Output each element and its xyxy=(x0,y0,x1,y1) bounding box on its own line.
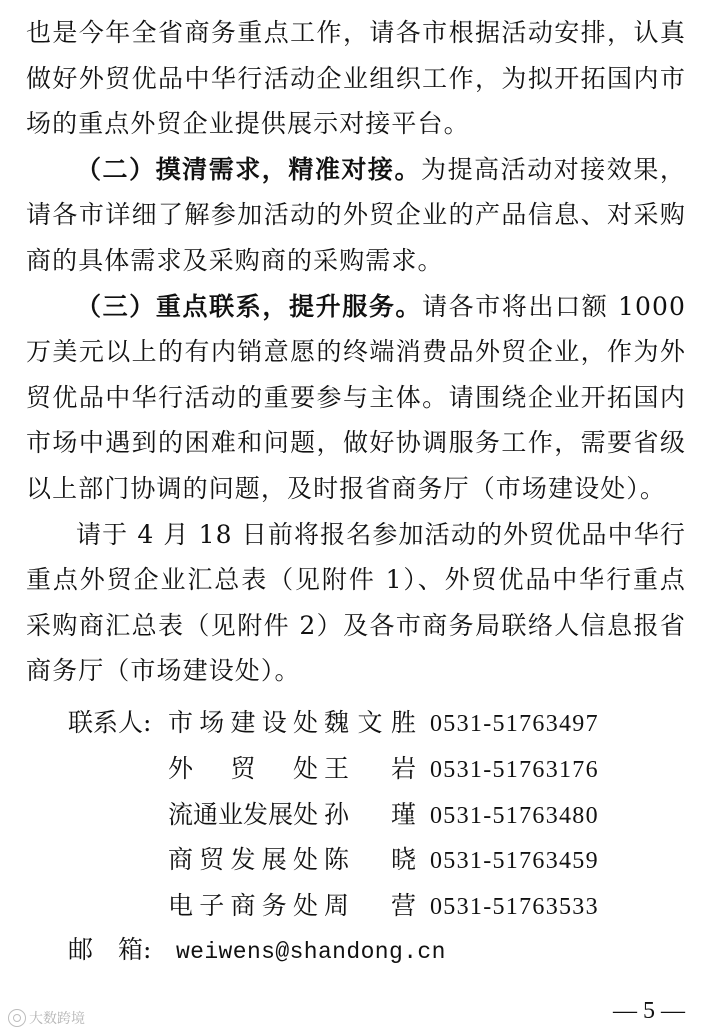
paragraph-text: 为提高活动对接效果，请各市详细了解参加活动的外贸企业的产品信息、对采购商的具体需求及采购商的采购需求。 xyxy=(26,154,686,275)
paragraph-section-three xyxy=(26,284,686,512)
contact-dept-char: 贸 xyxy=(230,753,256,783)
contact-list xyxy=(68,700,688,929)
contact-dept-char: 发 xyxy=(243,799,269,829)
contact-dept-char: 商 xyxy=(230,891,256,921)
contact-dept-char: 流 xyxy=(168,799,194,829)
contact-dept xyxy=(168,792,318,838)
contact-name-char: 晓 xyxy=(390,845,416,875)
watermark xyxy=(8,1008,85,1028)
contact-name-char: 文 xyxy=(357,708,383,737)
email-row xyxy=(68,930,446,966)
paragraph-text: 也是今年全省商务重点工作，请各市根据活动安排，认真做好外贸优品中华行活动企业组织工作，为拟开拓国内市场的重点外贸企业提供展示对接平台。 xyxy=(26,18,686,139)
contact-dept-char: 处 xyxy=(293,799,319,829)
section-heading: （二）摸清需求，精准对接。 xyxy=(76,154,422,184)
contact-label: 联系人: xyxy=(68,708,152,737)
contact-dept xyxy=(168,700,318,746)
contact-name xyxy=(324,883,416,929)
contact-name-char: 王 xyxy=(324,753,350,783)
paragraph-text: 请于 4 月 18 日前将报名参加活动的外贸优品中华行重点外贸企业汇总表（见附件 1）、外贸优品中华行重点采购商汇总表（见附件 2）及各市商务局联络人信息报省商务厅（市场建设处）。 xyxy=(26,519,686,686)
email-address[interactable]: weiwens@shandong.cn xyxy=(175,939,446,965)
contact-name-char: 周 xyxy=(324,891,350,921)
contact-dept-char: 发 xyxy=(230,845,256,875)
contact-name-char: 营 xyxy=(390,891,416,921)
paragraph-continuation xyxy=(26,10,686,147)
contact-dept-char: 处 xyxy=(292,845,318,875)
watermark-text: 大数跨境 xyxy=(29,1011,85,1027)
contact-phone: 0531-51763480 xyxy=(430,802,599,829)
contact-dept-char: 贸 xyxy=(199,845,225,875)
contact-dept-char: 展 xyxy=(261,845,287,875)
contact-dept-char: 电 xyxy=(168,891,194,921)
paragraph-text: 请各市将出口额 1000 万美元以上的有内销意愿的终端消费品外贸企业，作为外贸优品中华行活动的重要参与主体。请围绕企业开拓国内市场中遇到的困难和问题，做好协调服务工作，需要省级以上部门协调的问题，及时报省商务厅（市场建设处）。 xyxy=(26,291,686,503)
contact-name-char: 魏 xyxy=(324,708,350,737)
page-number: — 5 — xyxy=(613,998,685,1024)
paragraph-section-two xyxy=(26,147,686,284)
contact-name-char: 陈 xyxy=(324,845,350,875)
contact-row xyxy=(68,883,688,929)
contact-name xyxy=(324,700,416,746)
contact-name-char: 岩 xyxy=(390,753,416,783)
contact-dept-char: 处 xyxy=(292,708,318,737)
contact-dept-char: 展 xyxy=(268,799,294,829)
contact-dept-char: 处 xyxy=(292,891,318,921)
contact-phone: 0531-51763497 xyxy=(430,711,599,737)
contact-row xyxy=(68,700,688,746)
contact-name-char: 胜 xyxy=(390,708,416,737)
contact-name-char: 瑾 xyxy=(390,799,416,829)
watermark-logo-icon xyxy=(8,1009,26,1027)
contact-name xyxy=(324,837,416,883)
contact-row xyxy=(68,792,688,838)
contact-row xyxy=(68,746,688,792)
contact-dept-char: 建 xyxy=(230,708,256,737)
contact-dept-char: 场 xyxy=(199,708,225,737)
contact-dept xyxy=(168,837,318,883)
contact-dept-char: 外 xyxy=(168,753,194,783)
contact-phone: 0531-51763176 xyxy=(430,756,599,783)
contact-name xyxy=(324,792,416,838)
contact-dept-char: 通 xyxy=(193,799,219,829)
section-heading: （三）重点联系，提升服务。 xyxy=(76,291,423,321)
paragraph-deadline xyxy=(26,512,686,694)
email-label: 邮 箱: xyxy=(68,935,152,964)
body-text xyxy=(26,10,686,694)
contact-dept-char: 设 xyxy=(261,708,287,737)
contact-dept-char: 子 xyxy=(199,891,225,921)
contact-name xyxy=(324,746,416,792)
contact-dept xyxy=(168,883,318,929)
contact-dept xyxy=(168,746,318,792)
contact-phone: 0531-51763533 xyxy=(430,894,599,921)
contact-phone: 0531-51763459 xyxy=(430,848,599,875)
contact-dept-char: 处 xyxy=(292,753,318,783)
contact-dept-char: 务 xyxy=(261,891,287,921)
contact-row xyxy=(68,837,688,883)
contact-dept-char: 商 xyxy=(168,845,194,875)
contact-dept-char: 市 xyxy=(168,708,194,737)
contact-name-char: 孙 xyxy=(324,799,350,829)
contact-dept-char: 业 xyxy=(218,799,244,829)
